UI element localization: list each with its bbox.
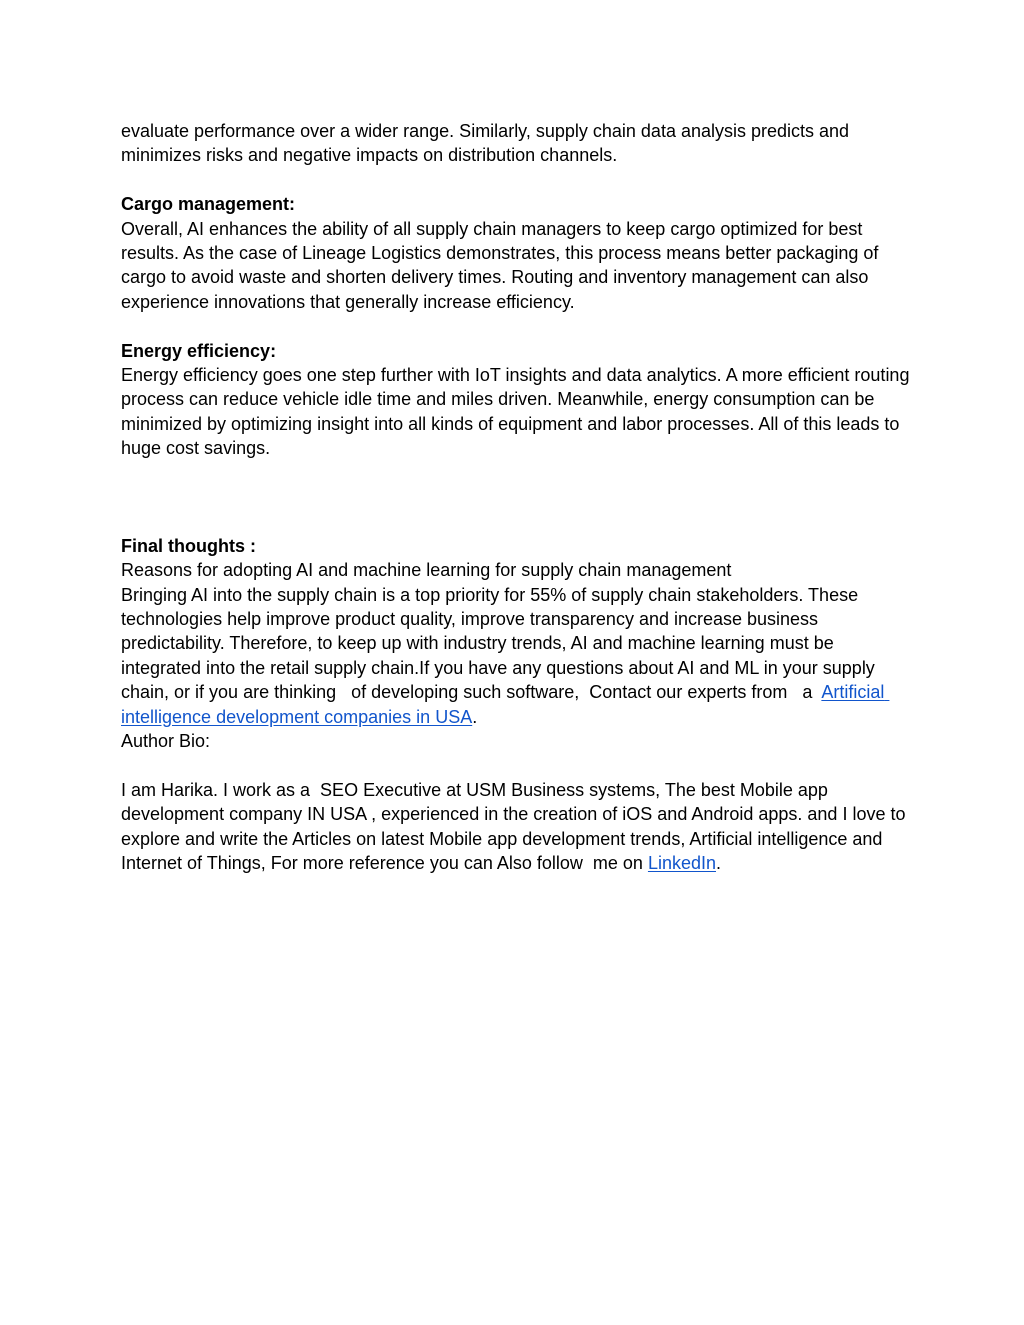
author-bio-label: Author Bio:	[121, 731, 211, 752]
cargo-paragraph: Overall, AI enhances the ability of all supply chain managers to keep cargo optimized for best results. As the case of Lineage Logistics demonstrates, this process means better packaging of cargo to avoid waste and shorten delivery times. Routing and inventory management can also experience innovations that generally increase efficiency.	[121, 218, 884, 312]
energy-heading: Energy efficiency:	[121, 340, 277, 361]
spacer	[121, 461, 911, 534]
energy-paragraph: Energy efficiency goes one step further with IoT insights and data analytics. A more efficient routing process can reduce vehicle idle time and miles driven. Meanwhile, energy consumption can be minimized by optimizing insight into all kinds of equipment and labor processes. All of this leads to huge cost savings.	[121, 365, 915, 459]
final-subheading: Reasons for adopting AI and machine learning for supply chain management	[121, 560, 732, 581]
bio-paragraph-end: .	[716, 853, 722, 874]
intro-paragraph: evaluate performance over a wider range. Similarly, supply chain data analysis predicts and minimizes risks and negative impacts on distribution channels.	[121, 121, 855, 166]
final-heading: Final thoughts :	[121, 535, 256, 556]
linkedin-link[interactable]: LinkedIn	[647, 853, 716, 874]
ai-companies-link[interactable]: Artificial intelligence development companies in USA	[121, 682, 890, 727]
final-paragraph-end: .	[472, 706, 478, 727]
document-page	[121, 119, 915, 876]
cargo-heading: Cargo management:	[121, 194, 296, 215]
bio-paragraph	[121, 778, 911, 876]
spacer	[121, 168, 911, 192]
final-paragraph	[121, 583, 911, 729]
spacer	[121, 754, 911, 778]
spacer	[121, 314, 911, 338]
final-paragraph-text: Bringing AI into the supply chain is a top priority for 55% of supply chain stakeholders. These technologies help improve product quality, improve transparency and increase business predictability. Therefore, to keep up with industry trends, AI and machine learning must be integrated into the retail supply chain.If you have any questions about AI and ML in your supply chain, or if you are thinking of developing such software, Contact our experts from a	[121, 584, 880, 703]
bio-paragraph-text: I am Harika. I work as a SEO Executive at USM Business systems, The best Mobile app development company IN USA , experienced in the creation of iOS and Android apps. and I love to explore and write the Articles on latest Mobile app development trends, Artificial intelligence and Internet of Things, For more reference you can Also follow me on	[121, 779, 911, 874]
